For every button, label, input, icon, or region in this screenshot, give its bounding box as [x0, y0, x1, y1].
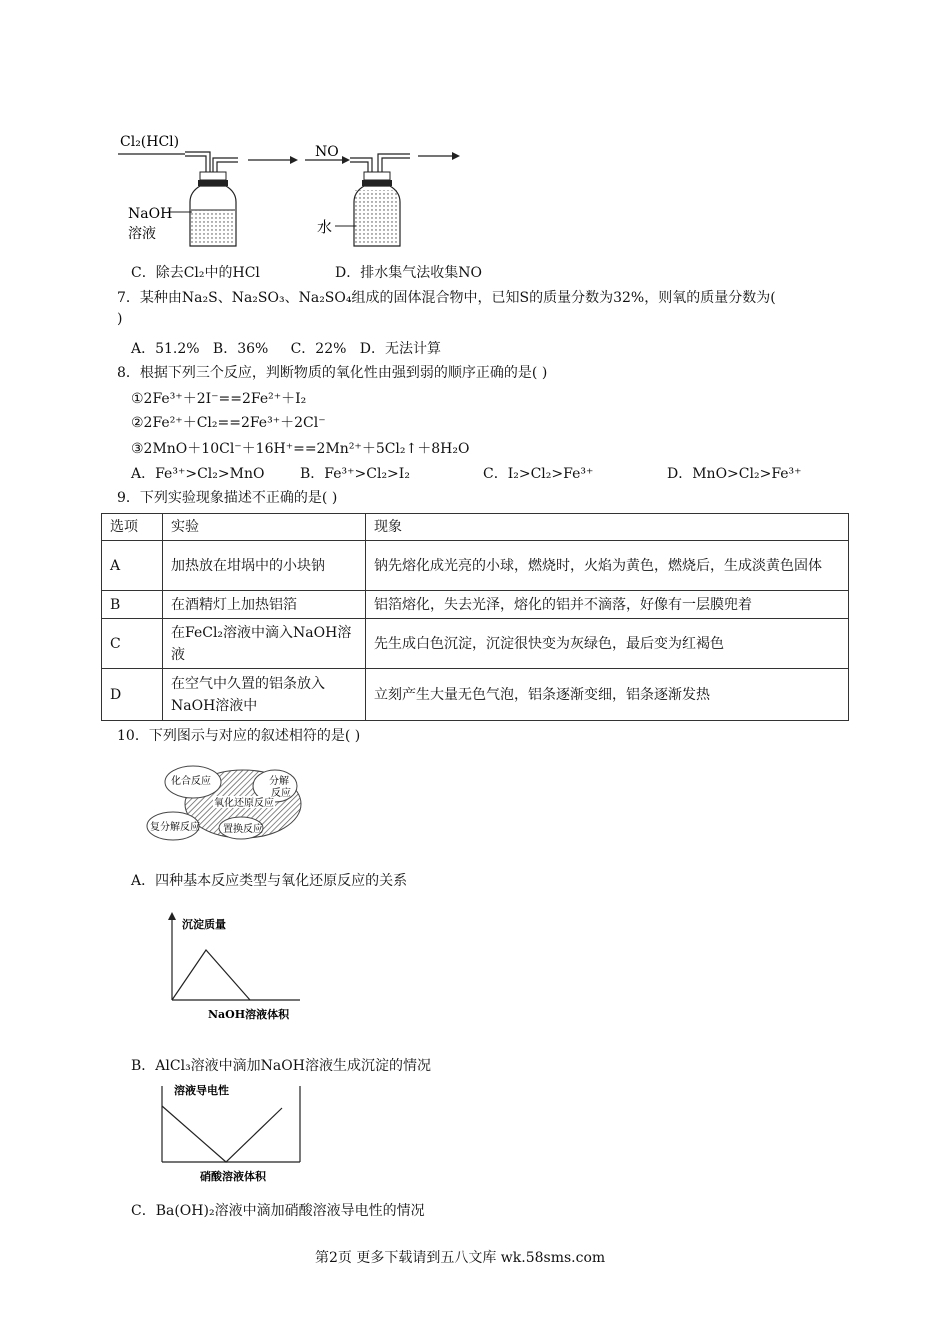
q9-stem: 9．下列实验现象描述不正确的是( )	[117, 490, 338, 506]
q9-table	[101, 513, 849, 721]
q6-option-c: C．除去Cl₂中的HCl	[131, 265, 260, 281]
q9-row-c-phenomenon: 先生成白色沉淀，沉淀很快变为灰绿色，最后变为红褐色	[366, 619, 849, 669]
q9-row-d-option: D	[102, 669, 163, 721]
q9-row-b-phenomenon: 铝箔熔化，失去光泽，熔化的铝并不滴落，好像有一层膜兜着	[366, 591, 849, 619]
graph-b-xlabel: NaOH溶液体积	[208, 1008, 290, 1021]
q8-option-b: B．Fe³⁺>Cl₂>I₂	[300, 466, 410, 482]
venn-yanghua-label: 氧化还原反应	[214, 798, 274, 809]
q8-option-a: A．Fe³⁺>Cl₂>MnO	[131, 466, 265, 482]
reaction-types-venn	[145, 760, 305, 845]
q9-row-d-phenomenon: 立刻产生大量无色气泡，铝条逐渐变细，铝条逐渐发热	[366, 669, 849, 721]
right-liquid-label: 水	[317, 218, 333, 236]
venn-zhihuan-label: 置换反应	[223, 824, 263, 835]
graph-c-xlabel: 硝酸溶液体积	[200, 1170, 266, 1183]
table-row	[102, 591, 849, 619]
q7-stem-line2: )	[117, 311, 123, 327]
graph-c-ylabel: 溶液导电性	[174, 1084, 229, 1097]
q9-header-experiment: 实验	[163, 514, 366, 541]
q8-reaction-1: ①2Fe³⁺＋2I⁻==2Fe²⁺＋I₂	[131, 391, 307, 407]
right-gas-label: NO	[315, 144, 339, 160]
q7-stem-line1: 7．某种由Na₂S、Na₂SO₃、Na₂SO₄组成的固体混合物中，已知S的质量分数为32%，则氧的质量分数为(	[117, 290, 776, 306]
q8-reaction-3: ③2MnO＋10Cl⁻＋16H⁺==2Mn²⁺＋5Cl₂↑＋8H₂O	[131, 441, 470, 457]
q8-option-c: C．I₂>Cl₂>Fe³⁺	[483, 466, 594, 482]
q10-option-a: A．四种基本反应类型与氧化还原反应的关系	[131, 873, 408, 889]
q10-option-c: C．Ba(OH)₂溶液中滴加硝酸溶液导电性的情况	[131, 1203, 425, 1219]
gas-apparatus-figure	[110, 128, 480, 253]
table-row	[102, 669, 849, 721]
q6-option-d: D．排水集气法收集NO	[335, 265, 482, 281]
graph-b	[160, 910, 310, 1025]
q8-option-d: D．MnO>Cl₂>Fe³⁺	[667, 466, 802, 482]
q10-option-b: B．AlCl₃溶液中滴加NaOH溶液生成沉淀的情况	[131, 1058, 431, 1074]
q10-stem: 10．下列图示与对应的叙述相符的是( )	[117, 728, 361, 744]
table-row	[102, 541, 849, 591]
table-row	[102, 619, 849, 669]
graph-b-ylabel: 沉淀质量	[182, 918, 226, 931]
graph-c	[158, 1078, 308, 1186]
venn-fenjie-label-2: 反应	[271, 788, 291, 799]
q9-row-c-option: C	[102, 619, 163, 669]
q8-reaction-2: ②2Fe²⁺＋Cl₂==2Fe³⁺＋2Cl⁻	[131, 415, 326, 431]
page-footer: 第2页 更多下载请到五八文库 wk.58sms.com	[315, 1250, 606, 1266]
q9-row-b-option: B	[102, 591, 163, 619]
q8-stem: 8．根据下列三个反应，判断物质的氧化性由强到弱的顺序正确的是( )	[117, 365, 548, 381]
venn-fenjie-label-1: 分解	[269, 776, 289, 787]
q9-row-a-option: A	[102, 541, 163, 591]
venn-fufenjie-label: 复分解反应	[150, 822, 200, 833]
venn-huahe-label: 化合反应	[171, 776, 211, 787]
q9-header-option: 选项	[102, 514, 163, 541]
left-liquid-label-2: 溶液	[128, 226, 156, 242]
left-liquid-label-1: NaOH	[128, 206, 173, 222]
q9-row-c-experiment: 在FeCl₂溶液中滴入NaOH溶液	[163, 619, 366, 669]
q9-row-a-phenomenon: 钠先熔化成光亮的小球，燃烧时，火焰为黄色，燃烧后，生成淡黄色固体	[366, 541, 849, 591]
q9-row-b-experiment: 在酒精灯上加热铝箔	[163, 591, 366, 619]
left-gas-label: Cl₂(HCl)	[120, 134, 180, 150]
q7-options: A．51.2% B．36% C．22% D．无法计算	[131, 341, 441, 357]
q9-row-d-experiment: 在空气中久置的铝条放入NaOH溶液中	[163, 669, 366, 721]
q9-row-a-experiment: 加热放在坩埚中的小块钠	[163, 541, 366, 591]
q9-header-phenomenon: 现象	[366, 514, 849, 541]
